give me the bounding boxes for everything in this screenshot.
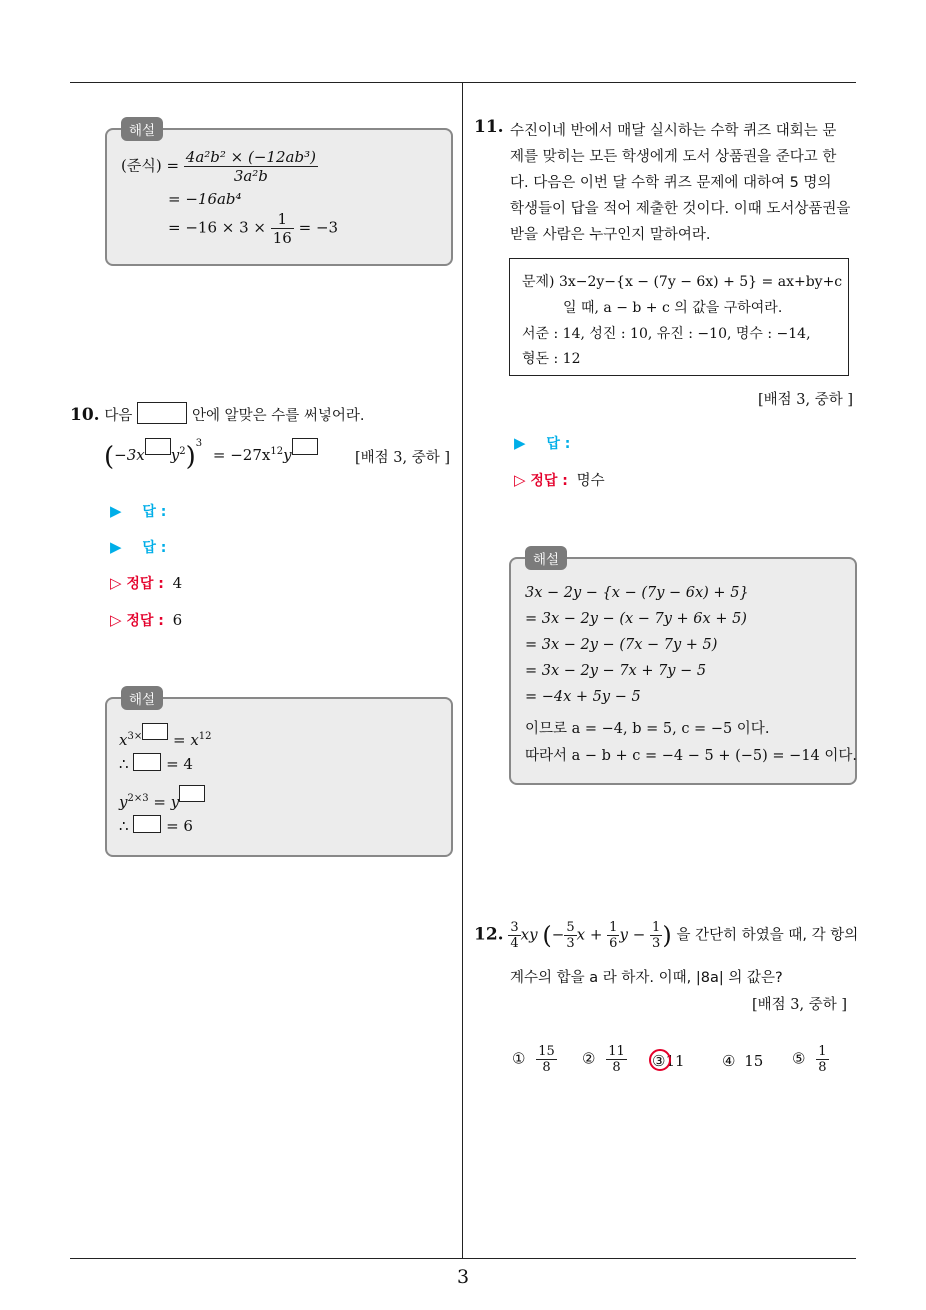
q10-sol-l3-sup: 2×3 bbox=[127, 793, 149, 804]
q10-sol-box2 bbox=[133, 753, 161, 771]
q9-sol-line3 bbox=[168, 210, 338, 247]
q11-line-2: 제를 맞히는 모든 학생에게 도서 상품권을 준다고 한 bbox=[510, 149, 837, 165]
q10-correct-2 bbox=[110, 610, 182, 630]
q12-frac3 bbox=[607, 920, 619, 951]
q10-correct-1 bbox=[110, 573, 182, 593]
play-icon: ▶ bbox=[514, 434, 526, 452]
q10-sol-line1 bbox=[119, 723, 212, 749]
choice-den: 8 bbox=[818, 1060, 827, 1075]
selected-answer-circle bbox=[649, 1049, 671, 1071]
correct-label: 정답 : bbox=[126, 613, 164, 629]
q12-number: 12. bbox=[474, 924, 504, 945]
q9-solution-box bbox=[105, 123, 453, 266]
q10-text-after: 안에 알맞은 수를 써넣어라. bbox=[191, 408, 365, 424]
q10-sol-l1-sup: 3× bbox=[127, 731, 143, 742]
q11-sol-line5: = −4x + 5y − 5 bbox=[525, 689, 641, 705]
q12-line1-rest: 을 간단히 하였을 때, 각 항의 bbox=[676, 927, 859, 944]
q10-sol-line2 bbox=[119, 753, 193, 773]
q12-minus: − bbox=[551, 925, 565, 944]
q12-stem-line2: 계수의 합을 a 라 하자. 이때, |8a| 의 값은? bbox=[510, 970, 783, 986]
top-rule bbox=[70, 82, 856, 83]
q11-problem-line3: 서준 : 14, 성진 : 10, 유진 : −10, 명수 : −14, bbox=[522, 326, 811, 342]
correct-label: 정답 : bbox=[126, 576, 164, 592]
q10-correct-value-1: 4 bbox=[172, 574, 183, 592]
q11-score: [배점 3, 중하 ] bbox=[758, 392, 854, 408]
outline-triangle-icon: ▷ bbox=[110, 574, 122, 592]
q11-sol-line7: 따라서 a − b + c = −4 − 5 + (−5) = −14 이다. bbox=[525, 748, 858, 764]
q12-y-minus: y − bbox=[619, 925, 646, 944]
q10-paren-open: ( bbox=[104, 442, 115, 472]
answer-label: 답 : bbox=[142, 504, 167, 520]
outline-triangle-icon: ▷ bbox=[110, 611, 122, 629]
q10-eq-y2: y bbox=[283, 446, 292, 464]
answer-label: 답 : bbox=[142, 540, 167, 556]
q11-solution-box bbox=[509, 552, 858, 785]
page-number: 3 bbox=[456, 1266, 470, 1288]
q11-correct-value: 명수 bbox=[576, 473, 605, 489]
q12-f3-den: 6 bbox=[609, 936, 618, 951]
q11-sol-line2: = 3x − 2y − (x − 7y + 6x + 5) bbox=[525, 611, 747, 627]
choice-mark: ① bbox=[512, 1049, 526, 1068]
choice-mark: ④ bbox=[722, 1052, 736, 1070]
q11-problem-line4: 형돈 : 12 bbox=[522, 351, 581, 367]
therefore-symbol: ∴ bbox=[119, 755, 129, 773]
therefore-symbol: ∴ bbox=[119, 817, 129, 835]
q11-line-3: 다. 다음은 이번 달 수학 퀴즈 문제에 대하여 5 명의 bbox=[510, 175, 832, 191]
q10-blank-box bbox=[137, 402, 187, 424]
q10-sol-box1 bbox=[142, 723, 168, 740]
q12-frac4 bbox=[650, 920, 662, 951]
correct-label: 정답 : bbox=[530, 473, 568, 489]
q9-sol-line2: = −16ab⁴ bbox=[168, 190, 242, 208]
play-icon: ▶ bbox=[110, 538, 122, 556]
q9-sol-fraction2 bbox=[271, 210, 294, 247]
q9-sol-numerator: 4a²b² × (−12ab³) bbox=[185, 148, 316, 166]
q12-paren-open: ( bbox=[542, 921, 552, 950]
q12-choice-5-frac bbox=[816, 1044, 828, 1075]
choice-den: 8 bbox=[542, 1060, 551, 1075]
q11-line-1: 수진이네 반에서 매달 실시하는 수학 퀴즈 대회는 문 bbox=[510, 123, 837, 139]
answer-label: 답 : bbox=[546, 436, 571, 452]
column-divider bbox=[462, 83, 463, 1259]
q9-sol-l1-left: (준식) = bbox=[121, 156, 184, 175]
choice-den: 8 bbox=[612, 1060, 621, 1075]
q12-f2-num: 5 bbox=[566, 920, 575, 935]
q11-sol-line3: = 3x − 2y − (7x − 7y + 5) bbox=[525, 637, 718, 653]
q9-sol-fraction bbox=[184, 148, 318, 185]
q10-paren-close: ) bbox=[185, 442, 196, 472]
choice-value: 11 bbox=[665, 1052, 685, 1070]
q11-sol-line4: = 3x − 2y − 7x + 7y − 5 bbox=[525, 663, 707, 679]
q12-choice-2[interactable] bbox=[582, 1044, 627, 1075]
choice-mark: ⑤ bbox=[792, 1049, 806, 1068]
q10-exp-box1 bbox=[145, 438, 171, 455]
q10-answer-1 bbox=[110, 501, 166, 521]
q12-f1-num: 3 bbox=[510, 920, 519, 935]
q12-f4-den: 3 bbox=[652, 936, 661, 951]
q10-number: 10. bbox=[70, 405, 100, 425]
choice-value: 15 bbox=[744, 1052, 764, 1070]
q11-sol-line1: 3x − 2y − {x − (7y − 6x) + 5} bbox=[525, 585, 749, 601]
q11-number-text: 11. bbox=[474, 117, 504, 137]
q11-correct bbox=[514, 469, 605, 490]
bottom-rule bbox=[70, 1258, 856, 1259]
q9-sol-l3-right: = −3 bbox=[298, 218, 339, 237]
q12-f4-num: 1 bbox=[652, 920, 661, 935]
q10-sol-l1-b: = x bbox=[168, 731, 199, 749]
choice-num: 15 bbox=[538, 1044, 555, 1059]
q12-f3-num: 1 bbox=[609, 920, 618, 935]
q10-text-before: 다음 bbox=[104, 408, 133, 424]
q11-problem-line1: 문제) 3x−2y−{x − (7y − 6x) + 5} = ax+by+c bbox=[522, 274, 843, 290]
q12-f1-den: 4 bbox=[510, 936, 519, 951]
q10-correct-value-2: 6 bbox=[172, 611, 183, 629]
q9-sol-den2: 16 bbox=[272, 229, 292, 247]
q11-line-5: 받을 사람은 누구인지 말하여라. bbox=[510, 227, 711, 243]
q10-equation: (−3x $y^2)^3 = -27x^{12}y$ bbox=[104, 438, 318, 472]
q10-solution-box bbox=[105, 692, 453, 857]
q12-frac1 bbox=[508, 920, 520, 951]
q9-sol-num2: 1 bbox=[271, 210, 294, 229]
q10-sol-l1-sup2: 12 bbox=[198, 731, 212, 742]
q10-score: [배점 3, 중하 ] bbox=[355, 450, 451, 466]
q12-choice-5[interactable] bbox=[792, 1044, 829, 1075]
q10-stem bbox=[70, 402, 364, 425]
q10-eq-y: y bbox=[170, 446, 180, 464]
q12-score: [배점 3, 중하 ] bbox=[752, 997, 848, 1013]
choice-num: 1 bbox=[818, 1044, 827, 1059]
q11-problem-line2: 일 때, a − b + c 의 값을 구하여라. bbox=[563, 300, 783, 316]
q10-exp-box2 bbox=[292, 438, 318, 455]
q10-sol-l1-a: x bbox=[119, 731, 128, 749]
q10-sol-line4 bbox=[119, 815, 193, 835]
q10-sol-box3 bbox=[179, 785, 205, 802]
q12-choice-1[interactable] bbox=[512, 1044, 557, 1075]
q10-sol-l2-b: = 4 bbox=[161, 755, 193, 773]
q12-frac2 bbox=[564, 920, 576, 951]
q12-paren-close: ) bbox=[662, 921, 672, 950]
solution-label: 해설 bbox=[525, 546, 567, 570]
q11-line-4: 학생들이 답을 적어 제출한 것이다. 이때 도서상품권을 bbox=[510, 201, 851, 217]
q10-eq-pow: 3 bbox=[195, 438, 203, 449]
q10-eq-right: = −27x bbox=[212, 446, 271, 464]
q9-sol-denominator: 3a²b bbox=[233, 167, 268, 185]
q10-eq-exp: 12 bbox=[270, 446, 284, 457]
q12-x-plus: x + bbox=[576, 925, 603, 944]
q12-choice-2-frac bbox=[606, 1044, 627, 1075]
q12-choice-4[interactable] bbox=[722, 1052, 763, 1070]
outline-triangle-icon: ▷ bbox=[514, 471, 526, 489]
q12-xy: xy bbox=[520, 925, 538, 944]
q9-sol-line1 bbox=[121, 148, 318, 185]
choice-num: 11 bbox=[608, 1044, 625, 1059]
q9-sol-l3-left: = −16 × 3 × bbox=[168, 218, 271, 237]
solution-label: 해설 bbox=[121, 686, 163, 710]
choice-mark: ② bbox=[582, 1049, 596, 1068]
q10-sol-line3 bbox=[119, 785, 205, 811]
solution-label: 해설 bbox=[121, 117, 163, 141]
q10-sol-l4-b: = 6 bbox=[161, 817, 193, 835]
choice-mark: ③ bbox=[652, 1052, 666, 1070]
q12-f2-den: 3 bbox=[566, 936, 575, 951]
q11-sol-line6: 이므로 a = −4, b = 5, c = −5 이다. bbox=[525, 721, 770, 737]
q10-eq-m3x: −3x bbox=[114, 446, 145, 464]
play-icon: ▶ bbox=[110, 502, 122, 520]
q12-choice-1-frac bbox=[536, 1044, 557, 1075]
q10-sol-l3-b: = y bbox=[148, 793, 180, 811]
q11-answer bbox=[514, 433, 570, 453]
q11-problem-box bbox=[509, 258, 849, 376]
q10-sol-l3-a: y bbox=[119, 793, 128, 811]
q11-number bbox=[474, 117, 504, 137]
q10-answer-2 bbox=[110, 537, 166, 557]
q10-sol-box4 bbox=[133, 815, 161, 833]
q12-stem-line1 bbox=[474, 920, 858, 951]
